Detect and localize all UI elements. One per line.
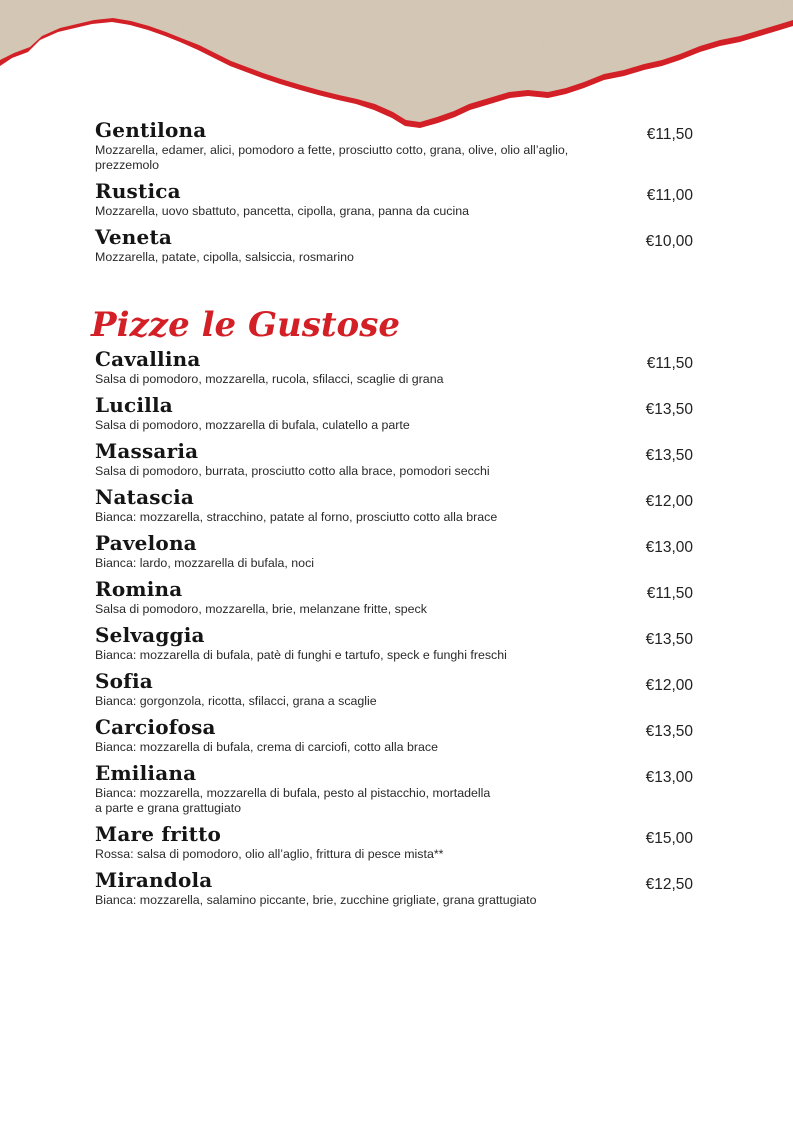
menu-item bbox=[95, 225, 700, 265]
menu-item bbox=[95, 179, 700, 219]
menu-item bbox=[95, 347, 700, 387]
menu-page bbox=[91, 118, 700, 914]
item-name: Cavallina bbox=[95, 347, 201, 371]
item-price: €13,00 bbox=[645, 769, 693, 786]
item-description: Salsa di pomodoro, mozzarella, rucola, sfilacci, scaglie di grana bbox=[95, 372, 444, 386]
item-description: Bianca: mozzarella, stracchino, patate al forno, prosciutto cotto alla brace bbox=[95, 510, 498, 524]
menu-item bbox=[95, 118, 700, 173]
item-name: Emiliana bbox=[95, 761, 197, 785]
menu-item bbox=[95, 485, 700, 525]
item-description: Rossa: salsa di pomodoro, olio all’aglio, frittura di pesce mista** bbox=[95, 847, 444, 861]
item-name: Sofia bbox=[95, 669, 153, 693]
menu-item bbox=[95, 669, 700, 709]
item-price: €13,50 bbox=[645, 401, 693, 418]
item-price: €12,00 bbox=[645, 677, 693, 694]
item-price: €11,50 bbox=[646, 355, 693, 372]
item-description: Mozzarella, edamer, alici, pomodoro a fette, prosciutto cotto, grana, olive, olio all’aglio, prezzemolo bbox=[95, 143, 569, 172]
item-name: Mare fritto bbox=[95, 822, 222, 846]
item-name: Mirandola bbox=[95, 868, 213, 892]
item-price: €11,50 bbox=[646, 126, 693, 143]
item-description: Mozzarella, uovo sbattuto, pancetta, cipolla, grana, panna da cucina bbox=[95, 204, 470, 218]
item-price: €15,00 bbox=[645, 830, 693, 847]
item-price: €12,50 bbox=[645, 876, 693, 893]
section-spacer bbox=[95, 271, 700, 303]
item-description: Bianca: lardo, mozzarella di bufala, noci bbox=[95, 556, 315, 570]
menu-item bbox=[95, 868, 700, 908]
item-description: Salsa di pomodoro, mozzarella di bufala, culatello a parte bbox=[95, 418, 410, 432]
section-pizze-classiche bbox=[95, 118, 700, 265]
item-price: €13,50 bbox=[645, 447, 693, 464]
item-name: Gentilona bbox=[95, 118, 207, 142]
item-name: Carciofosa bbox=[95, 715, 216, 739]
item-description: Bianca: mozzarella, salamino piccante, brie, zucchine grigliate, grana grattugiato bbox=[95, 893, 537, 907]
item-name: Pavelona bbox=[95, 531, 197, 555]
item-description: Mozzarella, patate, cipolla, salsiccia, rosmarino bbox=[95, 250, 354, 264]
menu-item bbox=[95, 439, 700, 479]
section-title: Pizze le Gustose bbox=[91, 305, 401, 345]
item-description: Bianca: gorgonzola, ricotta, sfilacci, grana a scaglie bbox=[95, 694, 377, 708]
item-name: Massaria bbox=[95, 439, 199, 463]
item-description: Bianca: mozzarella, mozzarella di bufala, pesto al pistacchio, mortadella a parte e grana grattugiato bbox=[95, 786, 491, 815]
item-name: Veneta bbox=[95, 225, 173, 249]
menu-item bbox=[95, 393, 700, 433]
item-name: Lucilla bbox=[95, 393, 173, 417]
item-price: €13,00 bbox=[645, 539, 693, 556]
item-description: Salsa di pomodoro, mozzarella, brie, melanzane fritte, speck bbox=[95, 602, 427, 616]
item-name: Natascia bbox=[95, 485, 195, 509]
item-price: €12,00 bbox=[645, 493, 693, 510]
item-description: Bianca: mozzarella di bufala, patè di funghi e tartufo, speck e funghi freschi bbox=[95, 648, 507, 662]
section-pizze-le-gustose bbox=[91, 303, 700, 908]
menu-item bbox=[95, 761, 700, 816]
item-price: €11,50 bbox=[646, 585, 693, 602]
item-description: Bianca: mozzarella di bufala, crema di carciofi, cotto alla brace bbox=[95, 740, 438, 754]
item-name: Rustica bbox=[95, 179, 181, 203]
item-price: €10,00 bbox=[645, 233, 693, 250]
menu-item bbox=[95, 623, 700, 663]
menu-item bbox=[95, 531, 700, 571]
menu-item bbox=[95, 822, 700, 862]
menu-item bbox=[95, 715, 700, 755]
item-price: €13,50 bbox=[645, 723, 693, 740]
menu-item bbox=[95, 577, 700, 617]
item-name: Selvaggia bbox=[95, 623, 205, 647]
item-price: €13,50 bbox=[645, 631, 693, 648]
item-description: Salsa di pomodoro, burrata, prosciutto cotto alla brace, pomodori secchi bbox=[95, 464, 490, 478]
item-price: €11,00 bbox=[646, 187, 693, 204]
item-name: Romina bbox=[95, 577, 183, 601]
